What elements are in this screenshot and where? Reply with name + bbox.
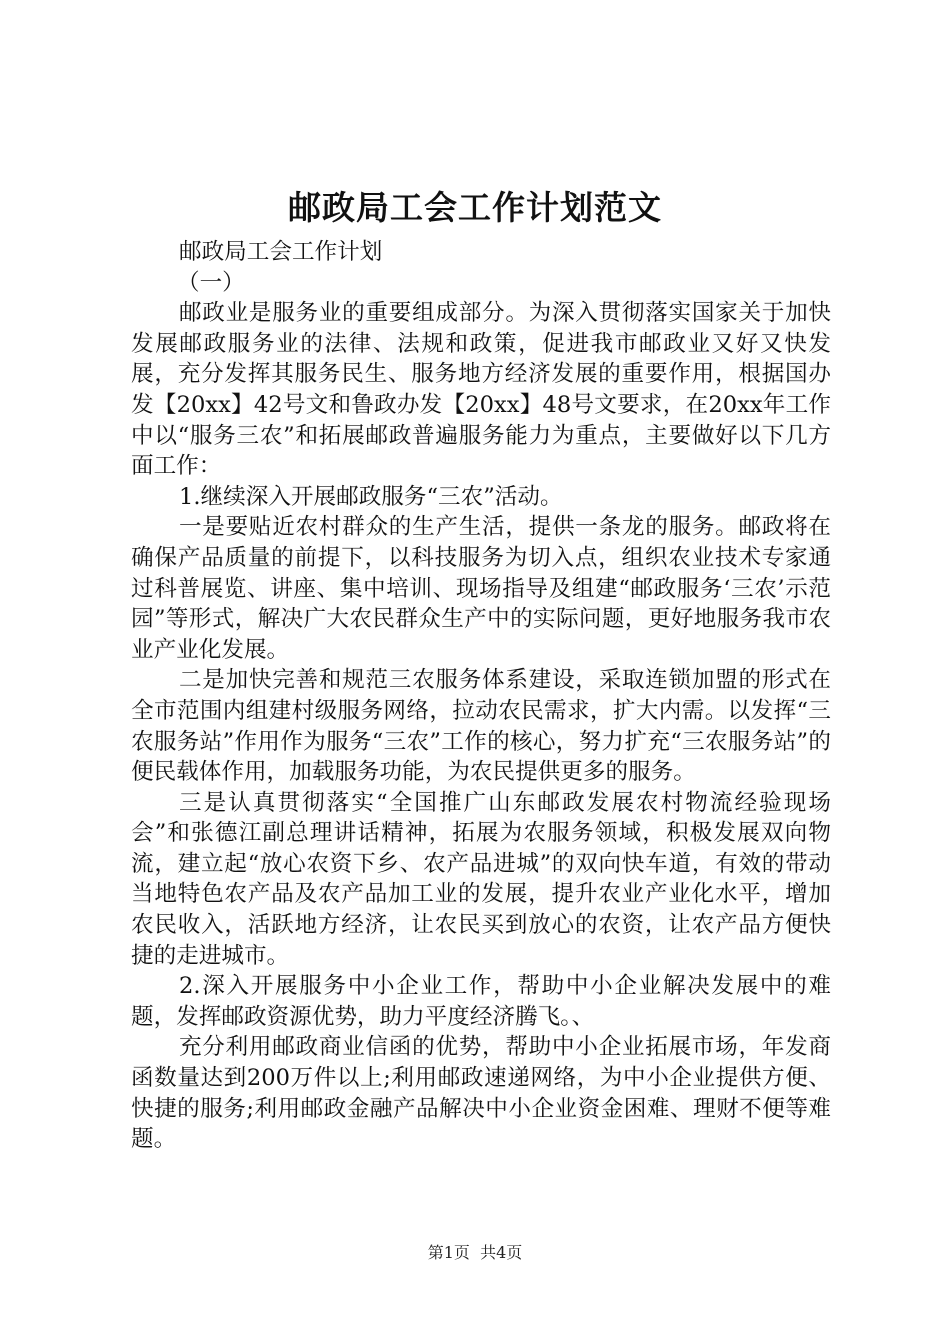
page-footer <box>0 1242 950 1264</box>
document-title: 邮政局工会工作计划范文 <box>288 188 662 227</box>
section-number: （一） <box>177 269 245 296</box>
page-number: 第1页 <box>427 1243 470 1262</box>
document-body <box>131 237 831 1155</box>
paragraph-heading-2: 2.深入开展服务中小企业工作，帮助中小企业解决发展中的难题，发挥邮政资源优势，助力平度经济腾飞。、 <box>131 973 831 1030</box>
paragraph-point-three: 三是认真贯彻落实“全国推广山东邮政发展农村物流经验现场会”和张德江副总理讲话精神，拓展为农服务领域，积极发展双向物流，建立起“放心农资下乡、农产品进城”的双向快车道，有效的带动当地特色农产品及农产品加工业的发展，提升农业产业化水平，增加农民收入，活跃地方经济，让农民买到放心的农资，让农产品方便快捷的走进城市。 <box>131 789 831 969</box>
paragraph-sme: 充分利用邮政商业信函的优势，帮助中小企业拓展市场，年发商函数量达到200万件以上;利用邮政速递网络，为中小企业提供方便、快捷的服务;利用邮政金融产品解决中小企业资金困难、理财不便等难题。 <box>131 1034 831 1153</box>
paragraph-intro: 邮政业是服务业的重要组成部分。为深入贯彻落实国家关于加快发展邮政服务业的法律、法规和政策，促进我市邮政业又好又快发展，充分发挥其服务民生、服务地方经济发展的重要作用，根据国办发【20xx】42号文和鲁政办发【20xx】48号文要求，在20xx年工作中以“服务三农”和拓展邮政普遍服务能力为重点，主要做好以下几方面工作： <box>131 300 831 480</box>
paragraph-point-two: 二是加快完善和规范三农服务体系建设，采取连锁加盟的形式在全市范围内组建村级服务网络，拉动农民需求，扩大内需。以发挥“三农服务站”作用作为服务“三农”工作的核心，努力扩充“三农服务站”的便民载体作用，加载服务功能，为农民提供更多的服务。 <box>131 667 831 786</box>
document-subtitle: 邮政局工会工作计划 <box>179 239 383 265</box>
paragraph-point-one: 一是要贴近农村群众的生产生活，提供一条龙的服务。邮政将在确保产品质量的前提下，以科技服务为切入点，组织农业技术专家通过科普展览、讲座、集中培训、现场指导及组建“邮政服务‘三农’示范园”等形式，解决广大农民群众生产中的实际问题，更好地服务我市农业产业化发展。 <box>131 514 831 663</box>
page-total: 共4页 <box>480 1243 523 1262</box>
paragraph-heading-1: 1.继续深入开展邮政服务“三农”活动。 <box>179 483 563 510</box>
